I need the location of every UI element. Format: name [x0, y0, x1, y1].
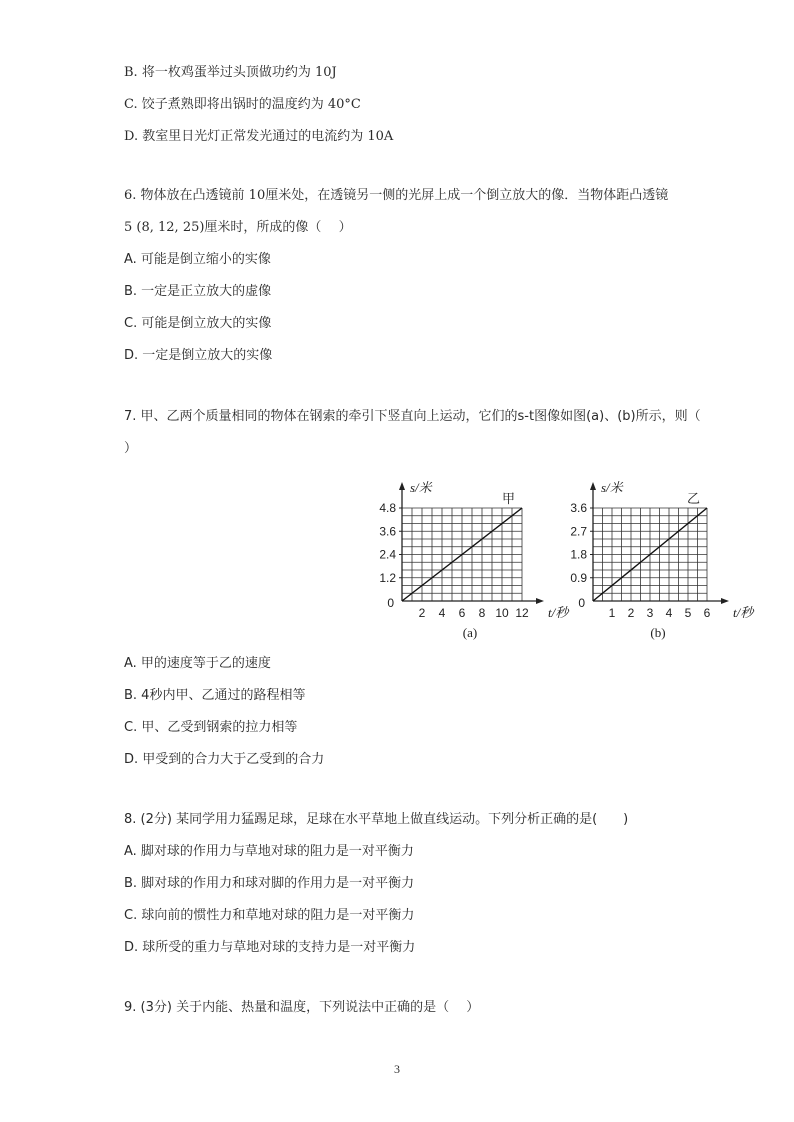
chart-a-y-tick-label: 4.8 — [379, 501, 396, 515]
chart-b-x-tick-label: 4 — [665, 606, 673, 620]
q5-option-b: B. 将一枚鸡蛋举过头顶做功约为 10J — [124, 65, 337, 80]
chart-b-series-label: 乙 — [687, 492, 701, 507]
q9-stem: 9. (3分) 关于内能、热量和温度，下列说法中正确的是（ ） — [124, 1000, 480, 1015]
chart-b-x-tick-label: 2 — [627, 606, 635, 620]
chart-a-x-axis-label: t/秒 — [548, 605, 569, 620]
chart-b-x-axis-label: t/秒 — [733, 605, 754, 620]
chart-b-y-axis-label: s/米 — [601, 480, 623, 495]
chart-a-y-arrow — [399, 482, 405, 490]
q7-option-b: B. 4秒内甲、乙通过的路程相等 — [124, 688, 306, 703]
page-number: 3 — [394, 1062, 400, 1076]
q8-option-a: A. 脚对球的作用力与草地对球的阻力是一对平衡力 — [124, 844, 414, 859]
st-graphs-svg — [360, 466, 760, 646]
q7-stem-line1: 7. 甲、乙两个质量相同的物体在钢索的牵引下竖直向上运动，它们的s-t图像如图(a)、(b)所示，则（ — [124, 409, 701, 424]
q7-option-d: D. 甲受到的合力大于乙受到的合力 — [124, 752, 325, 767]
q6-option-d: D. 一定是倒立放大的实像 — [124, 348, 273, 363]
q8-stem: 8. (2分) 某同学用力猛踢足球，足球在水平草地上做直线运动。下列分析正确的是( ) — [124, 812, 629, 827]
chart-a-y-tick-label: 3.6 — [379, 524, 396, 539]
chart-b-y-tick-label: 2.7 — [570, 524, 587, 539]
q6-option-c: C. 可能是倒立放大的实像 — [124, 316, 272, 331]
q6-option-b: B. 一定是正立放大的虚像 — [124, 284, 272, 299]
chart-b-x-tick-label: 6 — [703, 606, 711, 620]
chart-a-x-tick-label: 10 — [495, 606, 509, 620]
q5-option-d: D. 教室里日光灯正常发光通过的电流约为 10A — [124, 129, 394, 144]
chart-b-y-tick-label: 0.9 — [570, 570, 587, 585]
q8-option-b: B. 脚对球的作用力和球对脚的作用力是一对平衡力 — [124, 876, 415, 891]
chart-b-x-tick-label: 3 — [646, 606, 654, 620]
chart-a-x-tick-label: 2 — [418, 606, 426, 620]
q6-option-a: A. 可能是倒立缩小的实像 — [124, 252, 271, 267]
chart-b-y-tick-label: 3.6 — [570, 501, 587, 515]
chart-a-y-tick-label: 1.2 — [379, 570, 396, 585]
chart-b-y-tick-label: 1.8 — [570, 547, 587, 562]
q6-stem-line2: 5 (8, 12, 25)厘米时，所成的像（ ） — [124, 220, 352, 235]
chart-a-series-label: 甲 — [502, 492, 516, 507]
chart-a-x-tick-label: 12 — [515, 606, 529, 620]
chart-b-caption: (b) — [650, 625, 666, 640]
chart-a-origin-label: 0 — [387, 596, 394, 610]
q7-stem-line2: ） — [124, 441, 138, 456]
chart-b-origin-label: 0 — [578, 596, 585, 610]
st-graphs-figure — [360, 466, 760, 646]
chart-b-x-tick-label: 1 — [608, 606, 616, 620]
q6-stem-line1: 6. 物体放在凸透镜前 10厘米处，在透镜另一侧的光屏上成一个倒立放大的像．当物体距凸透镜 — [124, 188, 669, 203]
q8-option-c: C. 球向前的惯性力和草地对球的阻力是一对平衡力 — [124, 908, 415, 923]
q7-option-a: A. 甲的速度等于乙的速度 — [124, 656, 271, 671]
q5-option-c: C. 饺子煮熟即将出锅时的温度约为 40°C — [124, 97, 361, 112]
chart-b-x-tick-label: 5 — [684, 606, 692, 620]
chart-a-y-axis-label: s/米 — [410, 480, 432, 495]
chart-a-x-tick-label: 6 — [458, 606, 466, 620]
q8-option-d: D. 球所受的重力与草地对球的支持力是一对平衡力 — [124, 940, 416, 955]
chart-a-y-tick-label: 2.4 — [379, 547, 396, 562]
chart-b-y-arrow — [590, 482, 596, 490]
chart-a-caption: (a) — [462, 625, 478, 640]
q7-option-c: C. 甲、乙受到钢索的拉力相等 — [124, 720, 298, 735]
chart-b-x-arrow — [721, 598, 729, 604]
chart-a-x-arrow — [536, 598, 544, 604]
chart-a-x-tick-label: 8 — [478, 606, 486, 620]
chart-a-x-tick-label: 4 — [438, 606, 446, 620]
